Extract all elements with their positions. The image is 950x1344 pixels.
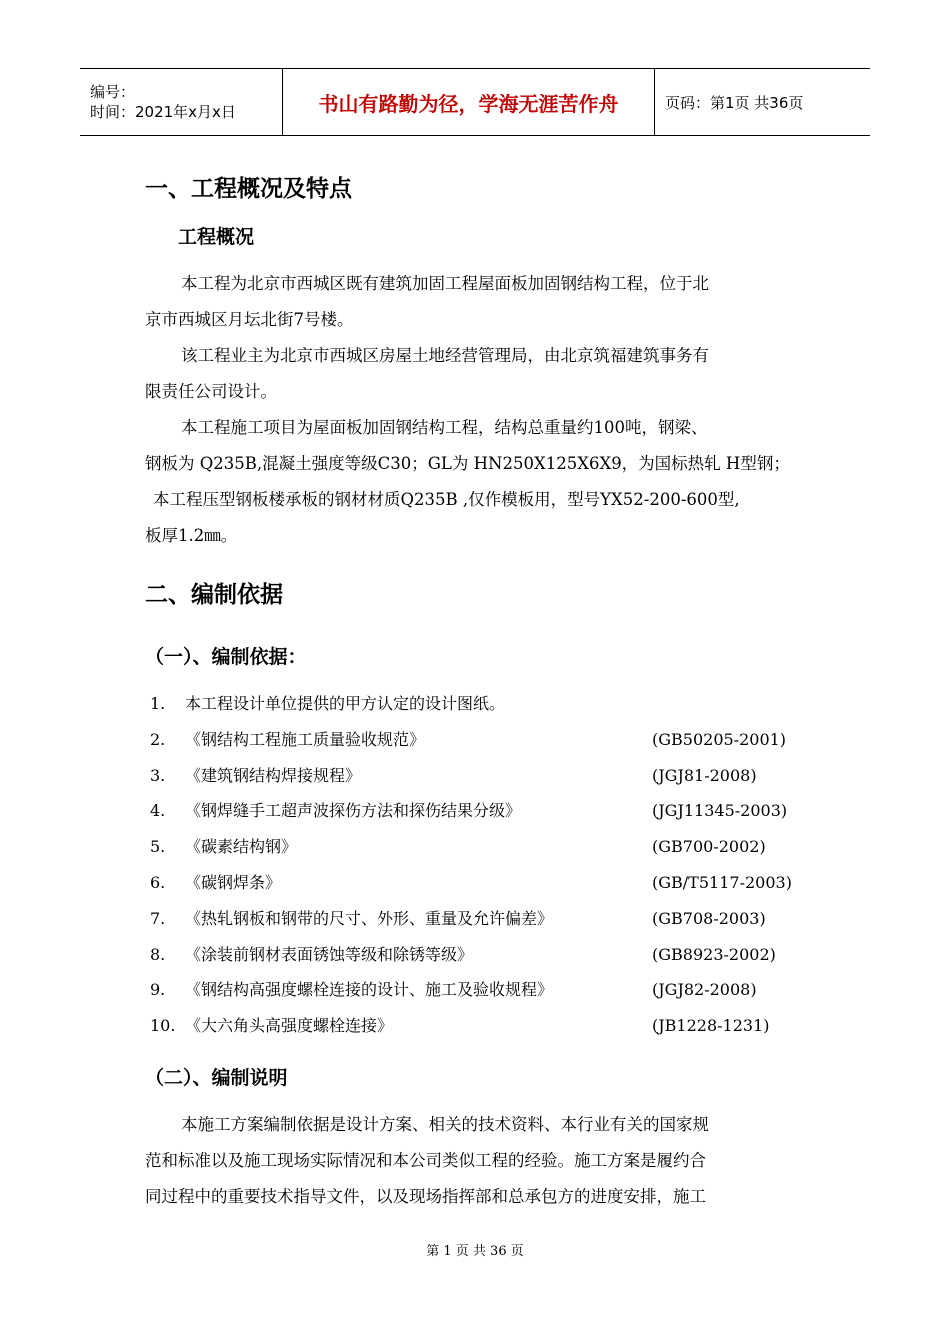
reference-code: (JGJ82-2008) xyxy=(652,980,757,1000)
reference-code: (GB708-2003) xyxy=(652,908,766,928)
reference-code: (JGJ11345-2003) xyxy=(652,801,788,821)
section-1-subtitle: 工程概况 xyxy=(178,226,255,248)
header-motto: 书山有路勤为径，学海无涯苦作舟 xyxy=(282,69,655,135)
header-page-info: 页码：第1页 共36页 xyxy=(665,93,804,112)
reference-number: 1. xyxy=(150,694,166,713)
paragraph-line: 范和标准以及施工现场实际情况和本公司类似工程的经验。施工方案是履约合 xyxy=(145,1151,706,1170)
reference-item xyxy=(150,722,830,758)
reference-number: 6. xyxy=(150,873,166,892)
reference-title: 《碳钢焊条》 xyxy=(185,873,282,892)
reference-number: 5. xyxy=(150,837,166,857)
reference-code: (GB/T5117-2003) xyxy=(652,873,792,892)
reference-title: 本工程设计单位提供的甲方认定的设计图纸。 xyxy=(185,694,506,713)
reference-title: 《大六角头高强度螺栓连接》 xyxy=(185,1016,394,1036)
reference-number: 3. xyxy=(150,765,166,785)
page-header xyxy=(80,68,870,136)
reference-code: (GB700-2002) xyxy=(652,837,766,857)
reference-item xyxy=(150,901,830,937)
paragraph-line: 本工程施工项目为屋面板加固钢结构工程，结构总重量约100吨，钢梁、 xyxy=(181,418,708,437)
section-1-body xyxy=(145,266,815,554)
reference-item xyxy=(150,758,830,794)
document-number-label: 编号： xyxy=(90,83,136,101)
paragraph-line: 本工程为北京市西城区既有建筑加固工程屋面板加固钢结构工程，位于北 xyxy=(181,274,709,293)
reference-code: (JGJ81-2008) xyxy=(652,765,757,785)
reference-number: 7. xyxy=(150,908,166,928)
reference-number: 9. xyxy=(150,980,166,1000)
reference-title: 《碳素结构钢》 xyxy=(185,837,298,857)
reference-code: (GB50205-2001) xyxy=(652,729,787,749)
paragraph-line: 京市西城区月坛北街7号楼。 xyxy=(145,310,354,329)
paragraph-line: 板厚1.2㎜。 xyxy=(145,526,238,545)
reference-title: 《建筑钢结构焊接规程》 xyxy=(185,765,362,785)
paragraph-line: 限责任公司设计。 xyxy=(145,382,277,401)
paragraph-line: 本施工方案编制依据是设计方案、相关的技术资料、本行业有关的国家规 xyxy=(181,1115,709,1134)
reference-title: 《涂装前钢材表面锈蚀等级和除锈等级》 xyxy=(185,944,474,964)
reference-item xyxy=(150,829,830,865)
reference-item xyxy=(150,793,830,829)
header-left xyxy=(80,69,282,135)
section-2-sub2: （二）、编制说明 xyxy=(145,1067,288,1089)
reference-title: 《钢结构高强度螺栓连接的设计、施工及验收规程》 xyxy=(185,980,554,1000)
reference-code: (JB1228-1231) xyxy=(652,1016,770,1036)
section-1-title: 一、工程概况及特点 xyxy=(145,176,352,202)
reference-number: 10. xyxy=(150,1016,176,1036)
reference-item xyxy=(150,1008,830,1044)
reference-title: 《热轧钢板和钢带的尺寸、外形、重量及允许偏差》 xyxy=(185,908,554,928)
reference-item xyxy=(150,937,830,973)
paragraph-line: 钢板为 Q235B,混凝土强度等级C30；GL为 HN250X125X6X9，为国标热轧 H型钢； xyxy=(145,454,790,473)
reference-number: 2. xyxy=(150,729,166,749)
reference-code: (GB8923-2002) xyxy=(652,944,776,964)
reference-title: 《钢焊缝手工超声波探伤方法和探伤结果分级》 xyxy=(185,801,522,821)
paragraph-line: 本工程压型钢板楼承板的钢材材质Q235B ,仅作模板用，型号YX52-200-600型, xyxy=(153,490,740,509)
section-2-sub1: （一）、编制依据： xyxy=(145,646,307,668)
paragraph-line: 该工程业主为北京市西城区房屋土地经营管理局，由北京筑福建筑事务有 xyxy=(181,346,709,365)
reference-title: 《钢结构工程施工质量验收规范》 xyxy=(185,729,426,749)
document-time: 时间：2021年x月x日 xyxy=(90,103,236,121)
reference-item xyxy=(150,972,830,1008)
page-footer: 第 1 页 共 36 页 xyxy=(426,1244,524,1259)
paragraph-line: 同过程中的重要技术指导文件，以及现场指挥部和总承包方的进度安排，施工 xyxy=(145,1187,706,1206)
reference-number: 4. xyxy=(150,801,166,821)
reference-item xyxy=(150,865,830,901)
reference-number: 8. xyxy=(150,944,166,964)
reference-item xyxy=(150,686,830,722)
section-2-title: 二、编制依据 xyxy=(145,582,283,608)
section-2-body xyxy=(145,1107,815,1215)
